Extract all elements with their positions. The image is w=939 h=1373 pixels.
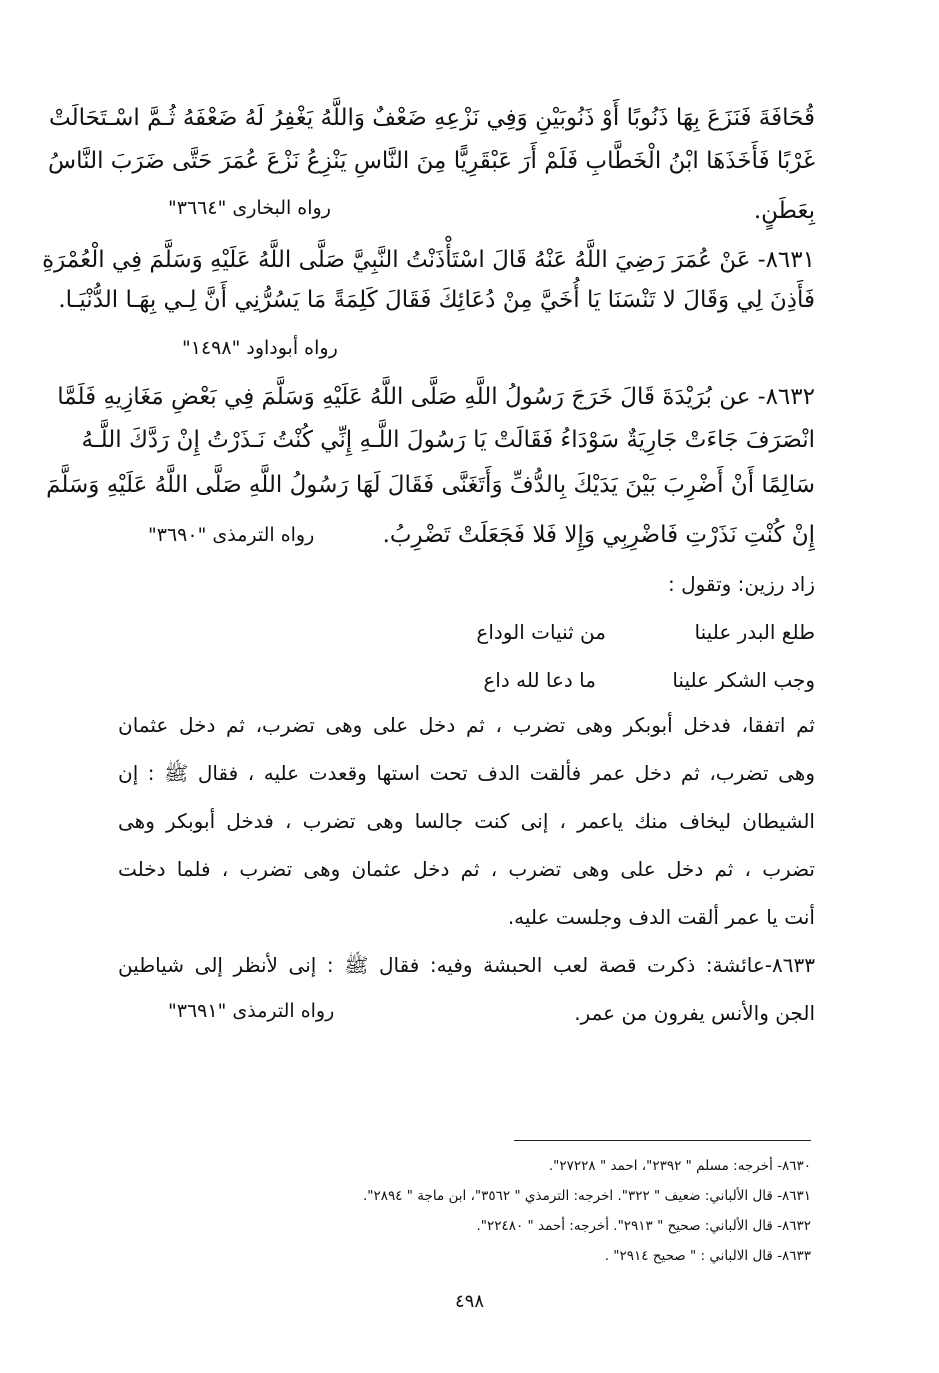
verse-1-second-hemistich: من ثنيات الوداع [476, 620, 606, 644]
footnote-separator [514, 1140, 811, 1141]
footnote-8632: ٨٦٣٢- قال الألباني: صحيح " ٢٩١٣". أخرجه: أحمد " ٢٢٤٨٠". [476, 1218, 811, 1234]
hadith-8631-line-2: فَأَذِنَ لِي وَقَالَ لا تَنْسَنَا يَا أُخَيَّ مِنْ دُعَائِكَ فَقَالَ كَلِمَةً مَا يَسُرُّنِي أَنَّ لِـي بِهَـا الدُّنْيَـا. [58, 287, 815, 313]
hadith-8633-line-2: الجن والأنس يفرون من عمر. [574, 1001, 815, 1025]
continuation-line-5: أنت يا عمر ألقت الدف وجلست عليه. [507, 905, 815, 929]
hadith-8632-reference: رواه الترمذى "٣٦٩٠" [148, 524, 315, 546]
hadith-8632-line-1: ٨٦٣٢- عن بُرَيْدَةَ قَالَ خَرَجَ رَسُولُ اللَّهِ صَلَّى اللَّهُ عَلَيْهِ وَسَلَّمَ فِي بَعْضِ مَغَازِيهِ فَلَمَّا [57, 384, 815, 410]
footnote-8633: ٨٦٣٣- قال الالباني : " صحيح ٢٩١٤" . [604, 1248, 811, 1264]
hadith-8630-line-1: قُحَافَةَ فَنَزَعَ بِهَا ذَنُوبًا أَوْ ذَنُوبَيْنِ وَفِي نَزْعِهِ ضَعْفٌ وَاللَّهُ يَغْفِرُ لَهُ ضَعْفَهُ ثُـمَّ اسْـتَحَالَتْ [49, 105, 815, 131]
verse-2-first-hemistich: وجب الشكر علينا [672, 668, 815, 692]
hadith-8630-line-3: بِعَطَنٍ. [753, 198, 815, 224]
hadith-8633-line-1: ٨٦٣٣-عائشة: ذكرت قصة لعب الحبشة وفيه: فقال ﷺ : إنى لأنظر إلى شياطين [118, 953, 815, 977]
verse-2-second-hemistich: ما دعا لله داع [483, 668, 596, 692]
addition-intro: زاد رزين: وتقول : [668, 572, 815, 596]
page-number: ٤٩٨ [454, 1291, 484, 1312]
hadith-8631-line-1: ٨٦٣١- عَنْ عُمَرَ رَضِيَ اللَّهُ عَنْهُ قَالَ اسْتَأْذَنْتُ النَّبِيَّ صَلَّى اللَّهُ عَلَيْهِ وَسَلَّمَ فِي الْعُمْرَةِ [42, 247, 815, 273]
continuation-line-3: الشيطان ليخاف منك ياعمر ، إنى كنت جالسا وهى تضرب ، فدخل أبوبكر وهى [118, 809, 815, 833]
continuation-line-1: ثم اتفقا، فدخل أبوبكر وهى تضرب ، ثم دخل على وهى تضرب، ثم دخل عثمان [118, 713, 815, 737]
hadith-8630-line-2: غَرْبًا فَأَخَذَهَا ابْنُ الْخَطَّابِ فَلَمْ أَرَ عَبْقَرِيًّا مِنَ النَّاسِ يَنْزِعُ نَزْعَ عُمَرَ حَتَّى ضَرَبَ النَّاسُ [48, 148, 815, 174]
continuation-line-2: وهى تضرب، ثم دخل عمر فألقت الدف تحت استها وقعدت عليه ، فقال ﷺ : إن [118, 761, 815, 785]
hadith-8633-reference: رواه الترمذى "٣٦٩١" [168, 1000, 335, 1022]
continuation-line-4: تضرب ، ثم دخل على وهى تضرب ، ثم دخل عثمان وهى تضرب ، فلما دخلت [118, 857, 815, 881]
hadith-8632-line-4: إِنْ كُنْتِ نَذَرْتِ فَاضْرِبِي وَإِلا فَلا فَجَعَلَتْ تَضْرِبُ. [382, 522, 815, 548]
hadith-8631-reference: رواه أبوداود "١٤٩٨" [182, 337, 338, 359]
hadith-8630-reference: رواه البخارى "٣٦٦٤" [168, 197, 331, 219]
verse-1-first-hemistich: طلع البدر علينا [694, 620, 815, 644]
footnote-8630: ٨٦٣٠- أخرجه: مسلم " ٢٣٩٢"، احمد " ٢٧٢٢٨". [548, 1158, 811, 1174]
footnote-8631: ٨٦٣١- قال الألباني: ضعيف " ٣٢٢". اخرجه: الترمذي " ٣٥٦٢"، ابن ماجة " ٢٨٩٤". [362, 1188, 811, 1204]
hadith-8632-line-3: سَالِمًا أَنْ أَضْرِبَ بَيْنَ يَدَيْكَ بِالدُّفِّ وَأَتَغَنَّى فَقَالَ لَهَا رَسُولُ اللَّهِ صَلَّى اللَّهُ عَلَيْهِ وَسَلَّمَ [46, 472, 815, 498]
hadith-8632-line-2: انْصَرَفَ جَاءَتْ جَارِيَةٌ سَوْدَاءُ فَقَالَتْ يَا رَسُولَ اللَّـهِ إِنِّي كُنْتُ نَـذَرْتُ إِنْ رَدَّكَ اللَّـهُ [81, 427, 815, 453]
